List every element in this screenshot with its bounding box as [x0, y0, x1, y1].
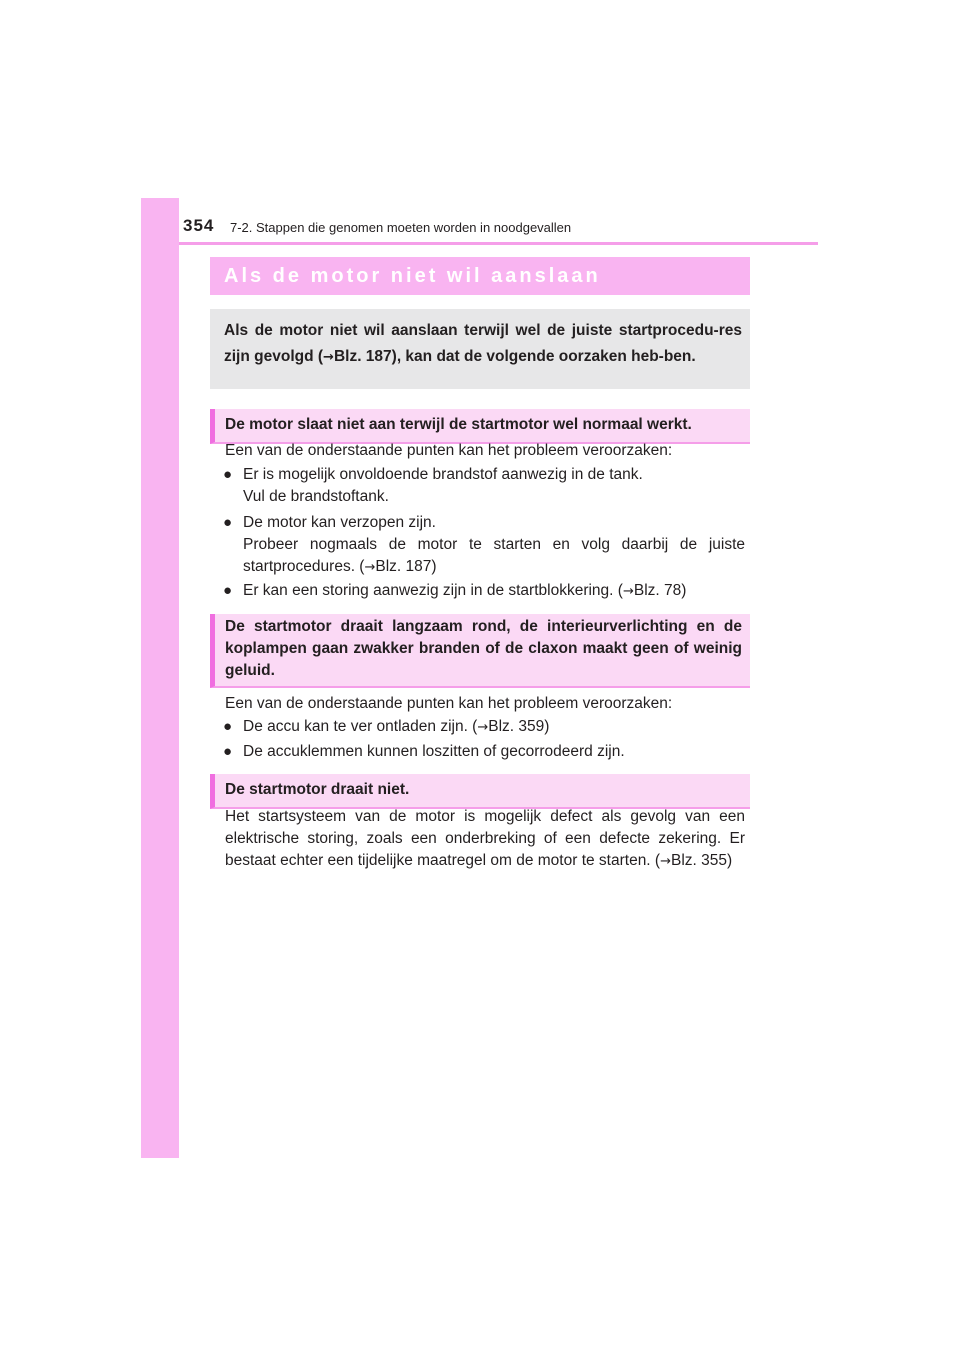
subheading-starter-slow: De startmotor draait langzaam rond, de interieurverlichting en de koplampen gaan zwakker branden of de claxon maakt geen of weinig geluid.: [210, 614, 750, 688]
list-item: [223, 741, 745, 763]
list-item: [223, 464, 745, 508]
section-heading: Als de motor niet wil aanslaan: [210, 257, 750, 295]
bullet-subtext-b: Blz. 187): [375, 558, 437, 575]
intro-text-b: Blz. 187), kan dat de volgende oorzaken heb-ben.: [333, 348, 696, 365]
arrow-icon: →: [622, 584, 634, 599]
list-item: [223, 512, 745, 579]
bullet-text: Er is mogelijk onvoldoende brandstof aanwezig in de tank.: [243, 466, 643, 483]
intro-box: [210, 309, 750, 389]
sub1-lead: Een van de onderstaande punten kan het probleem veroorzaken:: [225, 442, 673, 459]
arrow-icon: →: [323, 350, 334, 365]
arrow-icon: →: [660, 854, 671, 869]
intro-text-a: Als de motor niet wil aanslaan terwijl wel de juiste startprocedu-res zijn gevolgd (: [224, 322, 742, 365]
bullet-icon: ●: [223, 466, 233, 483]
bullet-text: De accuklemmen kunnen loszitten of gecorrodeerd zijn.: [243, 743, 625, 760]
page-number: 354: [183, 216, 215, 235]
sub3-body-b: Blz. 355): [671, 852, 733, 869]
bullet-subtext: Vul de brandstoftank.: [243, 488, 389, 505]
chapter-side-strip: [141, 198, 179, 1158]
bullet-icon: ●: [223, 582, 233, 599]
bullet-text-b: Blz. 359): [488, 718, 550, 735]
bullet-icon: ●: [223, 718, 233, 735]
bullet-icon: ●: [223, 743, 233, 760]
bullet-text-a: De accu kan te ver ontladen zijn. (: [243, 718, 478, 735]
sub2-lead: Een van de onderstaande punten kan het probleem veroorzaken:: [225, 695, 673, 712]
bullet-text-a: Er kan een storing aanwezig zijn in de startblokkering. (: [243, 582, 623, 599]
arrow-icon: →: [364, 560, 376, 575]
bullet-icon: ●: [223, 514, 233, 531]
subheading-starter-not-turning: De startmotor draait niet.: [210, 774, 750, 809]
arrow-icon: →: [477, 720, 489, 735]
bullet-text-b: Blz. 78): [633, 582, 687, 599]
list-item: [223, 716, 745, 739]
header-rule: [179, 242, 818, 245]
bullet-subtext: [243, 534, 745, 579]
sub3-body: [225, 806, 745, 873]
sub3-body-a: Het startsysteem van de motor is mogelijk defect als gevolg van een elektrische storing, zoals een onderbreking of een defecte zekering. Er bestaat echter een tijdelijke maatregel om de motor te starten. (: [225, 808, 745, 869]
subheading-starter-normal: De motor slaat niet aan terwijl de startmotor wel normaal werkt.: [210, 409, 750, 444]
bullet-text: De motor kan verzopen zijn.: [243, 514, 436, 531]
list-item: [223, 580, 745, 603]
chapter-title: 7-2. Stappen die genomen moeten worden in noodgevallen: [230, 220, 572, 235]
bullet-subtext-a: Probeer nogmaals de motor te starten en volg daarbij de juiste startprocedures. (: [243, 536, 745, 575]
